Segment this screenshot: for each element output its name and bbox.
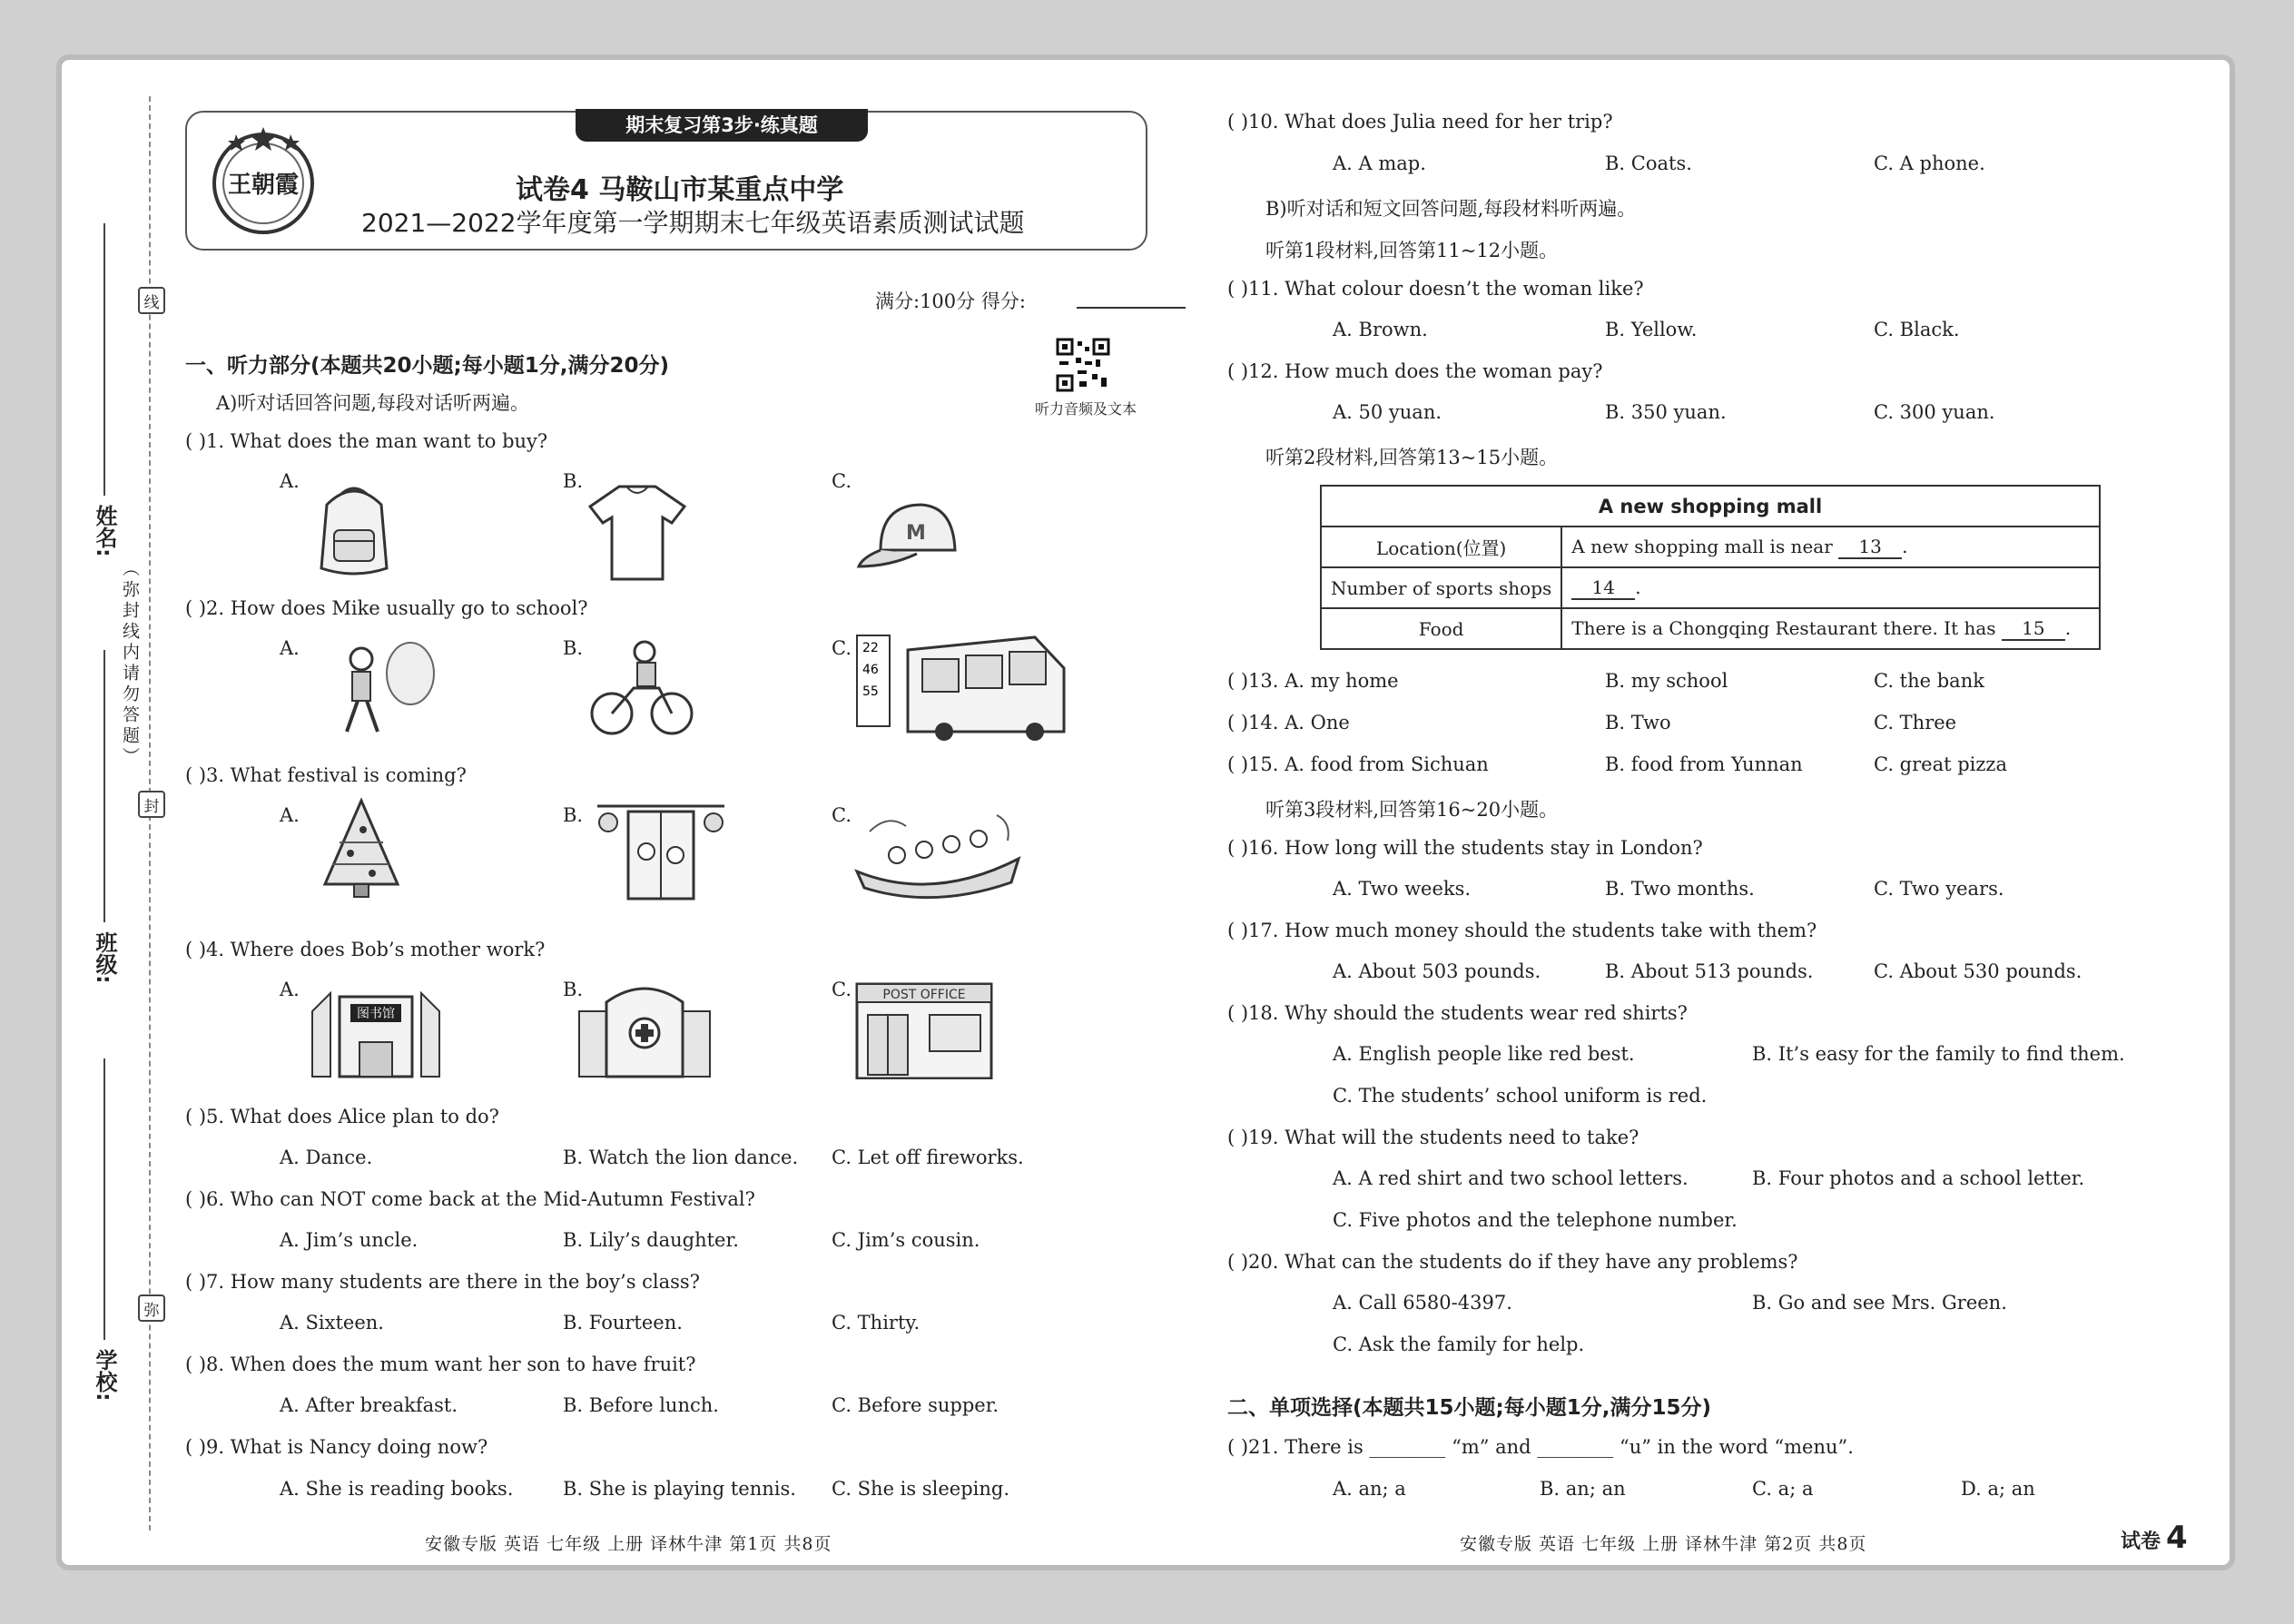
q9-option-b[interactable]: B. She is playing tennis. [563,1478,796,1500]
q7-option-a[interactable]: A. Sixteen. [280,1312,384,1334]
cap-icon [853,487,962,591]
no-answer-note: （弥封线内请勿答题） [120,559,140,768]
q4-option-b[interactable]: B. [563,979,584,1000]
q3-option-b[interactable]: B. [563,804,584,826]
question-9: ( )9. What is Nancy doing now? [185,1436,488,1458]
row-period: . [1635,576,1641,598]
school-label: 学校: [92,1349,117,1402]
q9-option-a[interactable]: A. She is reading books. [280,1478,514,1500]
bus-number-22: 22 [862,641,879,655]
q3-option-c[interactable]: C. [832,804,852,826]
q13-option-c[interactable]: C. the bank [1874,670,1984,692]
row-label-food: Food [1321,608,1561,649]
q10-option-a[interactable]: A. A map. [1333,153,1426,174]
q8-option-b[interactable]: B. Before lunch. [563,1394,719,1416]
q20-option-a[interactable]: A. Call 6580-4397. [1333,1292,1512,1314]
q18-option-c[interactable]: C. The students’ school uniform is red. [1333,1085,1708,1107]
paper-badge [2121,1520,2188,1556]
name-field[interactable] [103,223,105,496]
exam-title: 试卷4 马鞍山市某重点中学 [516,174,844,206]
bus-number-55: 55 [862,684,879,699]
q12-option-c[interactable]: C. 300 yuan. [1874,401,1995,423]
q6-option-b[interactable]: B. Lily’s daughter. [563,1229,739,1251]
q7-option-c[interactable]: C. Thirty. [832,1312,921,1334]
question-6: ( )6. Who can NOT come back at the Mid-Autumn Festival? [185,1188,755,1210]
row-text: There is a Chongqing Restaurant there. It has [1571,616,1996,639]
material-2-instruction: 听第2段材料,回答第13~15小题。 [1265,447,1559,468]
q17-option-a[interactable]: A. About 503 pounds. [1333,960,1541,982]
row-period: . [2064,616,2072,639]
q14-option-b[interactable]: B. Two [1605,712,1671,733]
table-row [1321,527,2100,567]
question-21: ( )21. There is ________ “m” and ________ “u” in the word “menu”. [1227,1436,1854,1458]
name-label: 姓名: [92,505,117,557]
t-shirt-icon [583,479,692,584]
q4-option-c[interactable]: C. [832,979,852,1000]
q16-option-a[interactable]: A. Two weeks. [1333,878,1472,900]
dragon-boat-icon [852,804,1024,909]
binding-margin [62,60,207,1565]
q20-option-b[interactable]: B. Go and see Mrs. Green. [1752,1292,2007,1314]
q1-option-b[interactable]: B. [563,470,584,492]
exam-subtitle: 2021—2022学年度第一学期期末七年级英语素质测试试题 [361,208,1025,238]
q2-option-c[interactable]: C. [832,637,852,659]
seal-mark-secret: 弥 [138,1294,165,1322]
paper-badge-label: 试卷 [2121,1530,2161,1553]
material-1-instruction: 听第1段材料,回答第11~12小题。 [1265,240,1559,261]
post-office-sign: POST OFFICE [882,988,966,1002]
row-value-sports-shops [1561,567,2100,608]
footer-left: 安徽专版 英语 七年级 上册 译林牛津 第1页 共8页 [425,1534,832,1554]
q17-option-b[interactable]: B. About 513 pounds. [1605,960,1814,982]
q18-option-b[interactable]: B. It’s easy for the family to find them. [1752,1043,2125,1065]
seal-mark-seal: 封 [138,791,165,818]
q6-option-c[interactable]: C. Jim’s cousin. [832,1229,980,1251]
q11-option-b[interactable]: B. Yellow. [1605,319,1698,340]
question-17: ( )17. How much money should the students take with them? [1227,920,1817,941]
q20-option-c[interactable]: C. Ask the family for help. [1333,1334,1585,1355]
q21-option-b[interactable]: B. an; an [1540,1478,1626,1500]
row-value-food [1561,608,2100,649]
score-line: 满分:100分 得分: [875,290,1026,312]
q16-option-c[interactable]: C. Two years. [1874,878,2004,900]
q11-option-a[interactable]: A. Brown. [1333,319,1428,340]
q11-option-c[interactable]: C. Black. [1874,319,1960,340]
q21-option-c[interactable]: C. a; a [1752,1478,1814,1500]
question-10: ( )10. What does Julia need for her trip? [1227,111,1613,133]
bus-number-46: 46 [862,663,879,677]
qr-code-icon[interactable] [1056,338,1110,392]
question-13: ( )13. A. my home [1227,670,1399,692]
question-12: ( )12. How much does the woman pay? [1227,360,1603,382]
question-16: ( )16. How long will the students stay in London? [1227,837,1703,859]
blank-14[interactable]: 14 [1571,576,1635,600]
part-a-instruction: A)听对话回答问题,每段对话听两遍。 [216,392,530,414]
backpack-icon [300,477,409,582]
q5-option-a[interactable]: A. Dance. [280,1147,373,1168]
hospital-building-icon [572,975,717,1079]
q6-option-a[interactable]: A. Jim’s uncle. [280,1229,418,1251]
q12-option-b[interactable]: B. 350 yuan. [1605,401,1727,423]
q3-option-a[interactable]: A. [280,804,300,826]
spring-festival-door-icon [588,797,733,901]
row-period: . [1902,535,1908,557]
blank-13[interactable]: 13 [1838,536,1902,559]
q16-option-b[interactable]: B. Two months. [1605,878,1755,900]
publisher-logo-icon [205,123,321,240]
question-20: ( )20. What can the students do if they have any problems? [1227,1251,1798,1273]
q10-option-b[interactable]: B. Coats. [1605,153,1692,174]
paper-badge-number: 4 [2166,1520,2188,1556]
q10-option-c[interactable]: C. A phone. [1874,153,1985,174]
q8-option-a[interactable]: A. After breakfast. [280,1394,458,1416]
row-label-sports-shops: Number of sports shops [1321,567,1561,608]
material-3-instruction: 听第3段材料,回答第16~20小题。 [1265,799,1559,821]
q2-option-b[interactable]: B. [563,637,584,659]
q5-option-c[interactable]: C. Let off fireworks. [832,1147,1024,1168]
question-2: ( )2. How does Mike usually go to school? [185,597,588,619]
q12-option-a[interactable]: A. 50 yuan. [1333,401,1442,423]
blank-15[interactable]: 15 [2002,617,2065,641]
exam-sheet [56,54,2235,1570]
q8-option-c[interactable]: C. Before supper. [832,1394,999,1416]
row-value-location [1561,527,2100,567]
question-3: ( )3. What festival is coming? [185,764,467,786]
question-18: ( )18. Why should the students wear red shirts? [1227,1002,1688,1024]
question-15: ( )15. A. food from Sichuan [1227,753,1489,775]
post-office-building-icon [852,975,997,1079]
q21-option-a[interactable]: A. an; a [1333,1478,1406,1500]
bicycle-icon [586,637,695,742]
walking-boy-icon [327,637,436,742]
question-11: ( )11. What colour doesn’t the woman like? [1227,278,1644,300]
q13-option-b[interactable]: B. my school [1605,670,1728,692]
question-19: ( )19. What will the students need to take? [1227,1127,1639,1148]
question-1: ( )1. What does the man want to buy? [185,430,548,452]
table-row [1321,608,2100,649]
q15-option-b[interactable]: B. food from Yunnan [1605,753,1803,775]
q5-option-b[interactable]: B. Watch the lion dance. [563,1147,799,1168]
review-ribbon: 期末复习第3步·练真题 [576,109,868,142]
svg-text:M: M [906,522,926,545]
question-7: ( )7. How many students are there in the boy’s class? [185,1271,700,1293]
logo-text: 王朝霞 [227,172,300,199]
part-b-instruction: B)听对话和短文回答问题,每段材料听两遍。 [1265,198,1637,220]
section-listening: 一、听力部分(本题共20小题;每小题1分,满分20分) [185,354,669,378]
seal-mark-line: 线 [138,287,165,314]
class-field[interactable] [103,650,105,922]
row-label-location: Location(位置) [1321,527,1561,567]
q1-option-c[interactable]: C. [832,470,852,492]
q21-option-d[interactable]: D. a; an [1961,1478,2035,1500]
row-text: A new shopping mall is near [1571,535,1833,557]
q4-option-a[interactable]: A. [280,979,300,1000]
question-8: ( )8. When does the mum want her son to have fruit? [185,1353,696,1375]
q19-option-b[interactable]: B. Four photos and a school letter. [1752,1167,2085,1189]
christmas-tree-icon [307,797,416,901]
q17-option-c[interactable]: C. About 530 pounds. [1874,960,2082,982]
q2-option-a[interactable]: A. [280,637,300,659]
shopping-mall-table [1320,485,2101,650]
table-row [1321,567,2100,608]
q7-option-b[interactable]: B. Fourteen. [563,1312,683,1334]
q18-option-a[interactable]: A. English people like red best. [1333,1043,1635,1065]
q19-option-c[interactable]: C. Five photos and the telephone number. [1333,1209,1738,1231]
question-14: ( )14. A. One [1227,712,1350,733]
question-5: ( )5. What does Alice plan to do? [185,1106,499,1127]
q14-option-c[interactable]: C. Three [1874,712,1957,733]
section-single-choice: 二、单项选择(本题共15小题;每小题1分,满分15分) [1227,1396,1711,1420]
footer-right: 安徽专版 英语 七年级 上册 译林牛津 第2页 共8页 [1460,1534,1867,1554]
school-field[interactable] [103,1058,105,1340]
question-4: ( )4. Where does Bob’s mother work? [185,939,546,960]
q1-option-a[interactable]: A. [280,470,300,492]
table-title: A new shopping mall [1321,486,2100,527]
library-building-icon [303,975,448,1079]
library-sign: 图书馆 [357,1007,395,1021]
qr-caption: 听力音频及文本 [1035,400,1137,418]
score-blank[interactable] [1077,307,1186,309]
bus-stop-icon [853,632,1071,741]
q15-option-c[interactable]: C. great pizza [1874,753,2008,775]
q19-option-a[interactable]: A. A red shirt and two school letters. [1333,1167,1689,1189]
q9-option-c[interactable]: C. She is sleeping. [832,1478,1010,1500]
class-label: 班级: [92,931,117,984]
